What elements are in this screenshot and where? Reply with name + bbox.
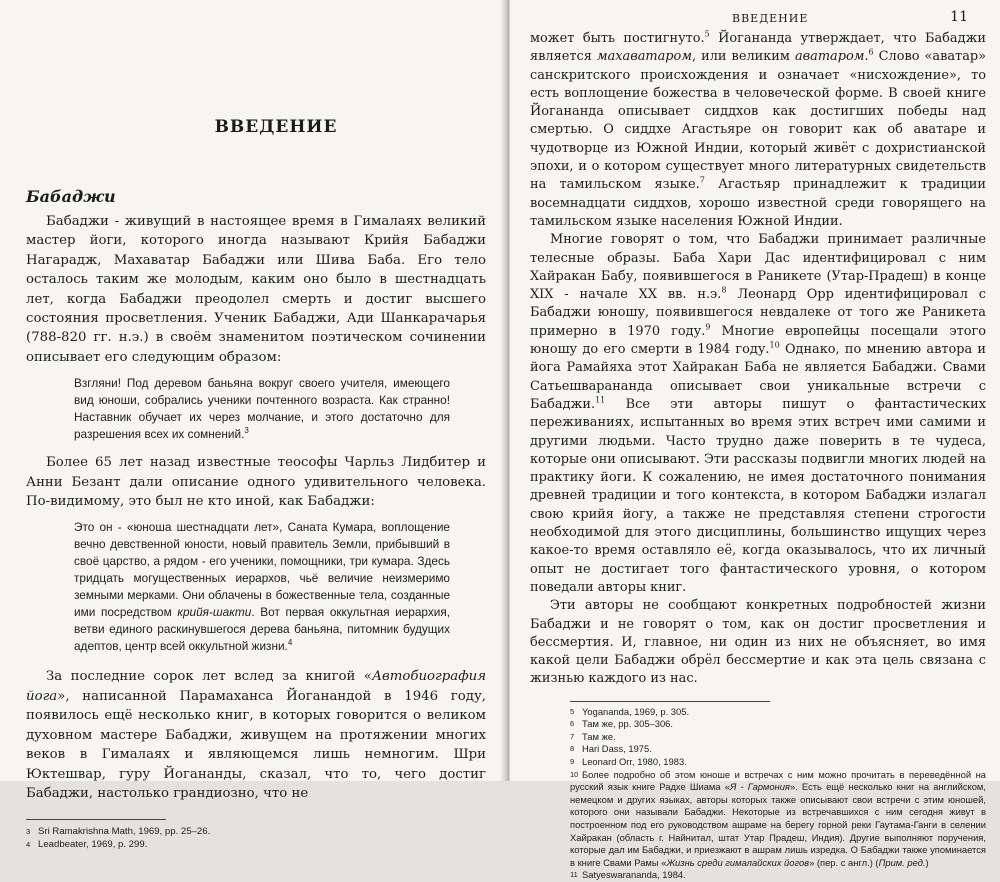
footnote-text: Satyeswarananda, 1984. [582, 869, 686, 881]
chapter-title: ВВЕДЕНИЕ [214, 117, 338, 137]
footnote-text: Там же. [582, 730, 616, 742]
quote-text: . Вот первая оккультная иерархия, ветви единого раскинувшегося дерева баньяна, питомник будущих адептов, центр всей оккультной жизни. [74, 605, 450, 654]
text-run: Многие говорят о том, что Бабаджи принимает различные телесные образы. Баба Хари Дас идентифицировал с ним Хайракан Бабу, появившегося в Раникете (Утар-Прадеш) в конце XIX - начале XX вв. н.э. [530, 232, 986, 303]
footnote-ref: 8 [721, 285, 727, 295]
text-run: Йогананда утверждает, что Бабаджи является [530, 31, 986, 65]
text-run: Все эти авторы пишут о фантастических переживаниях, испытанных во время этих встреч ими самими и другими людьми. Часто трудно даже поверить в те чудеса, которые они описывают. Эти рассказы подвигли многих людей на практику йоги. К сожалению, не имея достаточного понимания древней традиции и того контекста, в котором Бабаджи излагал свою крийя йогу, а также не представляя степени строгости необходимой для этого дисциплины, большинство ищущих через какое-то время оставляло её, когда оказывалось, что их личный опыт не достигает того фантастического уровня, о котором поведали авторы книг. [530, 396, 986, 595]
footnote-text: Leadbeater, 1969, p. 299. [38, 838, 148, 850]
text-run: Слово «аватар» санскритского происхождения и означает «нисхождение», то есть воплощение божества в человеческой форме. В своей книге Йогананда описывает сиддхов как достигших победы над смертью. О сиддхе Агастьяре он говорит как об аватаре и чудотворце из Южной Индии, который живёт с дохристианской эпохи, и о котором существует много литературных свидетельств на тамильском языке. [530, 49, 987, 193]
footnote-ref: 3 [244, 426, 249, 436]
text-run: Многие европейцы посещали этого юношу до его смерти в 1984 году. [530, 323, 987, 358]
footnote-mark: 5 [570, 706, 575, 716]
term: махаватаром [596, 49, 693, 65]
footnote-ref: 11 [595, 395, 606, 405]
footnote-ref: 7 [699, 176, 705, 186]
left-page [0, 0, 506, 850]
footnote [26, 839, 486, 852]
footnote-rule [26, 819, 166, 820]
footnote-text: Leonard Orr, 1980, 1983. [582, 756, 687, 768]
text-run: », написанной Парамахансa Йоганандой в 1946 году, появилось ещё несколько книг, в которых говорится о великом духовном мастере Бабаджи, живущем на протяжении многих веков в Гималаях и являющемся лишь немногим. Шри Юктешвар, гуру Йогананды, сказал, что то, чего достиг Бабаджи, настолько грандиозно, что не [26, 688, 486, 801]
page-number: 11 [950, 9, 968, 25]
editor-note: Прим. ред. [878, 856, 926, 868]
footnote [570, 869, 986, 882]
footnote [570, 743, 986, 756]
footnote-text: ». Есть ещё несколько книг на английском, немецком и других языках, авторы которых также описывают свои встречи с этим юношей, которого они называли Бабаджи. Некоторые из встречавшихся с ним сегодня живут в построенном под его руководством ашраме на берегу горной реки Гаутама-Ганги в селении Хайракан (область г. Найнитал, штат Утар Прадеш, Индия). Другие выполняют поручения, которые дал им Бабаджи, и приезжают в ашрам лишь изредка. О Бабаджи также упоминается в книге Свами Рамы « [570, 781, 986, 868]
footnote-mark: 3 [26, 827, 31, 837]
section-title: Бабаджи [26, 187, 116, 206]
paragraph-babaji-intro: Бабаджи - живущий в настоящее время в Гималаях великий мастер йоги, которого иногда называют Крийя Бабаджи Нагарадж, Махаватар Бабаджи или Шива Баба. Его тело осталось таким же молодым, каким оно было в шестнадцать лет, когда Бабаджи преодолел смерть и достиг высшего состояния просветления. Ученик Бабаджи, Ади Шанкарачарья (788-820 гг. н.э.) в своём знаменитом поэтическом сочинении описывает его следующим образом: [26, 214, 486, 365]
paragraph-theosophists: Более 65 лет назад известные теософы Чарльз Лидбитер и Анни Безант дали описание одного удивительного человека. По-видимому, это был не кто иной, как Бабаджи: [26, 455, 486, 510]
book-title: Автобиография йога [26, 669, 486, 704]
quote-text: Это он - «юноша шестнадцати лет», Саната Кумара, воплощение вечно девственной юности, новый правитель Земли, прибывший в своё царство, а рядом - его ученики, помощники, три кумара. Здесь тридцать могущественных иерархов, чьё величие неизмеримо земными мерками. Они облачены в божественные тела, созданные ими посредством [74, 520, 450, 620]
paragraph-avatar: может быть постигнуто.$^5$ Йогананда утверждает, что Бабаджи является махаватаром, или великим аватаром.$^6$ Слово «аватар» санскритского происхождения и означает «нисхождение», то есть воплощение божества в человеческой форме. В своей книге Йогананда описывает сиддхов как достигших победы над смертью. О сиддхе Агастьяре он говорит как об аватаре и чудотворце из Южной Индии, который живёт с дохристианской эпохи, и о котором существует много литературных свидетельств на тамильском языке.$^7$ Агастьяр принадлежит к традиции восемнадцати сиддхов, хорошо известной среди говорящего на тамильском языке населения Южной Индии. [530, 29, 987, 229]
text-run: Леонард Орр идентифицировал с Бабаджи юношу, появившегося невдалеке от того же Раникета примерно в 1970 году. [530, 287, 986, 339]
footnote-ref: 4 [287, 638, 293, 648]
footnote [570, 731, 986, 744]
footnote-mark: 6 [570, 719, 575, 729]
quote-leadbeater [74, 519, 450, 655]
footnote-mark: 10 [570, 769, 579, 779]
text-run: За последние сорок лет вслед за книгой « [46, 669, 372, 685]
footnote-mark: 4 [26, 839, 31, 849]
footnote-text: Yogananda, 1969, p. 305. [582, 705, 690, 717]
running-head-title: ВВЕДЕНИЕ [732, 12, 809, 25]
paragraph-authors: Эти авторы не сообщают конкретных подробностей жизни Бабаджи и не говорят о том, как он достиг просветления и бессмертия. И, главное, ни один из них не объясняет, во имя какой цели Бабаджи обрёл бессмертие и как эта цель связана с жизнью каждого из нас. [530, 598, 986, 687]
footnote [570, 718, 986, 731]
quote-shankaracharya [74, 375, 450, 443]
text-run: может быть постигнуто. [530, 31, 705, 46]
footnote [570, 769, 986, 870]
quote-text: Взгляни! Под деревом баньяна вокруг своего учителя, имеющего вид юноши, собрались ученики почтенного возраста. Как странно! Наставник обучает их через молчание, и этого достаточно для разрешения всех их сомнений. [74, 376, 450, 442]
footnote-text: » (пер. с англ.) ( [809, 856, 879, 868]
text-run: , или великим [692, 49, 795, 65]
footnote [570, 756, 986, 769]
running-head [530, 0, 986, 30]
footnote-text: Hari Dass, 1975. [582, 743, 652, 755]
footnote-text: ) [925, 856, 929, 868]
text-run: Однако, по мнению автора и йога Рамайяха этот Хайракан Баба не является Бабаджи. Свами Сатьешварананда описывает свои уникальные встречи с Бабаджи. [530, 342, 986, 412]
footnote-text: Sri Ramakrishna Math, 1969, pp. 25–26. [38, 826, 211, 838]
footnote-mark: 7 [570, 731, 575, 741]
footnote-mark: 11 [570, 870, 578, 880]
footnote-ref: 10 [769, 340, 780, 350]
book-title: Я - Гармония [729, 781, 790, 793]
book-title: Жизнь среди гималайских йогов [666, 856, 810, 868]
footnote-mark: 9 [570, 757, 575, 767]
paragraph-forms [530, 231, 986, 597]
footnote [570, 706, 986, 719]
footnote [26, 826, 486, 839]
footnote-text: Более подробно об этом юноше и встречах с ним можно прочитать в переведённой на русский язык книге Радхе Шиама « [570, 768, 986, 793]
footnote-ref: 5 [704, 29, 710, 39]
footnote-rule [570, 701, 770, 702]
right-page [510, 0, 1000, 881]
quote-emphasis: крийя-шакти [177, 605, 252, 620]
footnotes-left [26, 826, 486, 851]
footnotes-right [530, 706, 986, 882]
footnote-ref: 6 [868, 48, 874, 57]
paragraph-autobiography [26, 667, 486, 803]
term: аватаром [794, 49, 865, 65]
footnote-ref: 9 [705, 322, 711, 332]
footnote-mark: 8 [570, 744, 575, 754]
footnote-text: Там же, pp. 305–306. [582, 718, 674, 730]
text-run: Агастьяр принадлежит к традиции восемнадцати сиддхов, хорошо известной среди говорящего на тамильском языке населения Южной Индии. [530, 177, 986, 229]
